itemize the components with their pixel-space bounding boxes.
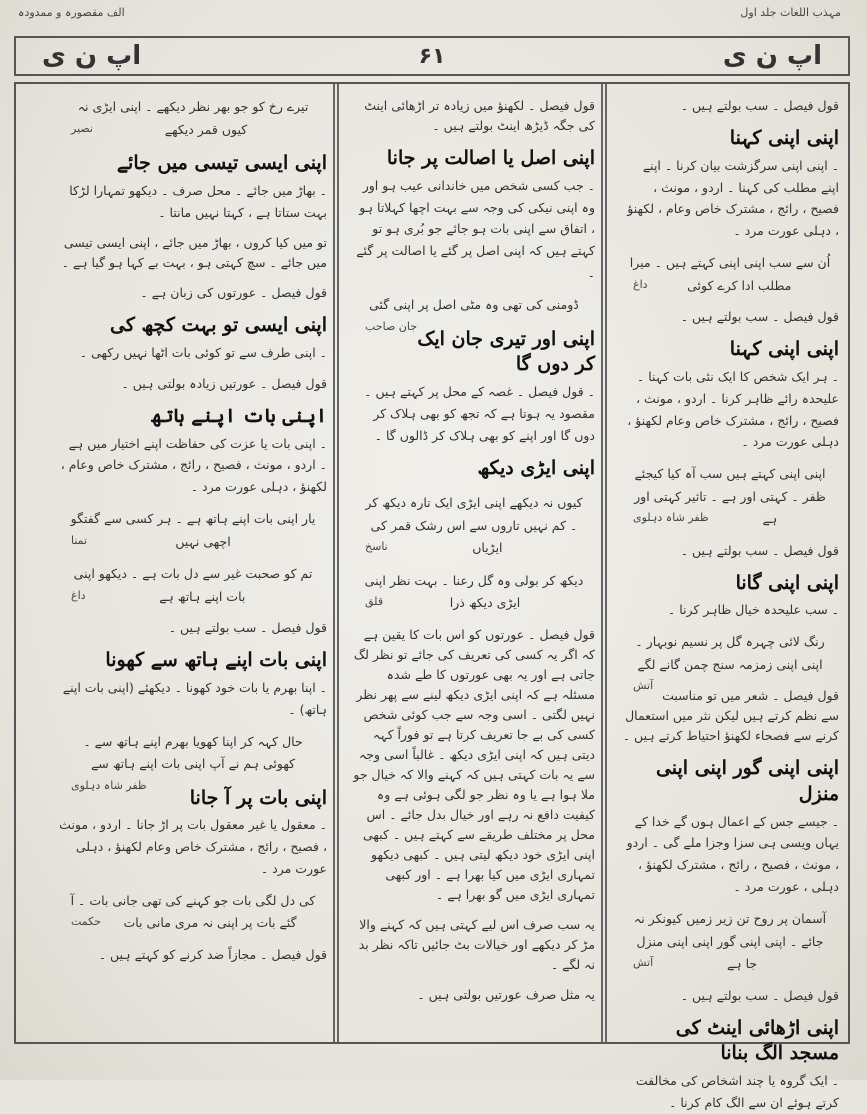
page-header <box>14 36 850 76</box>
dictionary-entry <box>59 283 327 303</box>
dictionary-entry <box>59 890 327 935</box>
dictionary-entry <box>59 404 327 498</box>
dictionary-entry <box>59 233 327 273</box>
entry-note: قول فیصل ۔ سب بولتے ہیں ۔ <box>680 542 839 558</box>
verse-text: تم کو صحبت غیر سے دل بات ہے ۔ دیکھو اپنی بات اپنے ہاتھ ہے <box>73 566 313 604</box>
entry-verse <box>59 96 327 141</box>
entry-definition: ۔ ہر ایک شخص کا ایک نئی بات کہنا ۔ علیحدہ رائے ظاہر کرنا ۔ اردو ، مونث ، فصیح ، رائج ، مشترک خاص وعام لکھنؤ ، دہلی عورت مرد ۔ <box>627 368 839 450</box>
entry-note: قول فیصل ۔ لکھنؤ میں زیادہ تر اڑھائی اینٹ کی جگہ ڈیڑھ اینٹ بولتے ہیں ۔ <box>364 98 595 133</box>
column-divider <box>337 84 339 1042</box>
verse-poet: آتش <box>633 956 654 970</box>
entry-headword: اپنی اپنی کہنا <box>729 127 839 149</box>
dictionary-entry <box>353 625 595 905</box>
section-note: الف مقصورہ و ممدودہ <box>18 6 125 19</box>
entry-note: تو میں کیا کروں ، بھاڑ میں جائے ، اپنی ایسی تیسی میں جائے ۔ سچ کہتی ہو ، بہت بے کہا ہو گیا ہے ۔ <box>61 235 327 271</box>
entry-verse <box>353 570 595 615</box>
entry-verse <box>621 908 839 976</box>
dictionary-entry <box>353 96 595 136</box>
entry-definition: ۔ بھاڑ میں جائے ۔ محل صرف ۔ دیکھو تمہارا لڑکا بہت ستاتا ہے ، کہتا نہیں مانتا ۔ <box>69 182 327 220</box>
entry-definition: ۔ اپنی طرف سے تو کوئی بات اٹھا نہیں رکھی ۔ <box>79 345 327 361</box>
entry-verse <box>621 631 839 693</box>
verse-poet: تمنا <box>71 533 88 547</box>
verse-text: یار اپنی بات اپنے ہاتھ ہے ۔ ہر کسی سے گفتگو اچھی نہیں <box>70 511 316 549</box>
dictionary-entry <box>621 1016 839 1114</box>
verse-text: ڈومنی کی تھی وہ مٹی اصل پر اپنی گئی <box>369 297 579 313</box>
verse-text: کیوں نہ دیکھے اپنی ایڑی ایک تارہ دیکھ کر ۔ کم نہیں تاروں سے اس رشک قمر کی ایڑیاں <box>365 495 583 556</box>
entry-headword: اپنی اپنی گور اپنی اپنی منزل <box>655 757 839 805</box>
entry-headword: اپنی ایسی تو بہت کچھ کی <box>110 314 327 337</box>
entry-definition: ۔ سب علیحدہ خیال ظاہر کرنا ۔ <box>667 602 839 618</box>
entry-headword: اپنی بات اپنے ہاتھ سے کھونا <box>105 649 327 672</box>
verse-text: اپنی اپنی کہتے ہیں سب آہ کیا کیجئے ظفر ۔ کہتی اور ہے ۔ تاثیر کہتی اور ہے <box>634 466 826 527</box>
entry-verse <box>59 563 327 608</box>
entry-verse <box>353 294 595 333</box>
verse-poet: ظفر شاہ دہلوی <box>633 511 709 525</box>
dictionary-entry <box>59 151 327 223</box>
verse-poet: قلق <box>365 595 384 609</box>
dictionary-entry <box>621 252 839 297</box>
dictionary-entry <box>59 313 327 364</box>
dictionary-entry <box>59 648 327 720</box>
entry-note: قول فیصل ۔ عورتوں کو اس بات کا یقین ہے کہ اگر یہ کسی کی تعریف کی جائے تو نظر لگ جاتی ہے اور یہ بھی عورتوں کا طے شدہ مسئلہ ہے کہ اپنی ایڑی دیکھ لینے سے پھر نظر نہیں لگتی ۔ اسی وجہ سے جب کوئی شخص کسی کی بے جا تعریف کرتا ہے تو فوراً کہہ دیتی ہیں کہ اپنی ایڑی دیکھ ۔ غالباً اسی وجہ سے یہ بات کہتی ہیں کہ کہنے والا کہ خیال جو ملا ہوا ہے یا وہ نظر جو لگی ہوئی ہے وہ کیفیت دافع نہ رہے اور خیال بدل جائے ۔ اس محل پر مختلف طریقے سے کہتے ہیں ۔ کبھی اپنی ایڑی خود دیکھ لیتی ہیں ۔ کبھی دیکھو تمہاری ایڑی میں کیا بھرا ہے ۔ اور کبھی تمہاری ایڑی میں گو بھرا ہے ۔ <box>353 626 595 902</box>
entry-headword: اپنی اپنی کہنا <box>729 338 839 361</box>
verse-text: دیکھ کر بولی وہ گل رعنا ۔ بہت نظر اپنی ایڑی دیکھ ذرا <box>364 572 584 611</box>
dictionary-entry <box>353 492 595 560</box>
dictionary-entry <box>621 541 839 561</box>
verse-poet: حکمت <box>71 915 102 929</box>
entry-verse <box>621 463 839 531</box>
dictionary-entry <box>621 463 839 531</box>
dictionary-entry <box>59 786 327 880</box>
entry-headword: اپنی اپنی گانا <box>735 571 839 594</box>
column-divider <box>605 84 607 1042</box>
entry-verse <box>59 508 327 553</box>
entry-definition: ۔ جب کسی شخص میں خاندانی عیب ہو اور وہ اپنی نیکی کی وجہ سے بہت اچھا کہلاتا ہو ، اتفاق سے اپنی بات ہو جائے جو بُری ہو تو کہتے ہیں کہ اپنی اصل پر گئے یا اصالت پر گئے ۔ <box>356 177 595 281</box>
dictionary-entry <box>59 374 327 394</box>
entry-note: قول فیصل ۔ مجازاً ضد کرنے کو کہتے ہیں ۔ <box>98 946 327 962</box>
dictionary-entry <box>621 307 839 327</box>
verse-poet: آتش <box>633 679 654 693</box>
entry-definition: ۔ قول فیصل ۔ غصہ کے محل پر کہتے ہیں ۔ مقصود یہ ہوتا ہے کہ تجھ کو بھی ہلاک کر دوں گا اور اپنے کو بھی ہلاک کر ڈالوں گا ۔ <box>364 383 595 443</box>
dictionary-entry <box>353 915 595 975</box>
verse-text: رنگ لائی چہرہ گل پر نسیم نوبہار ۔ اپنی اپنی زمزمہ سنج چمن گانے لگے <box>635 634 825 672</box>
dictionary-entry <box>621 908 839 976</box>
entry-verse <box>353 492 595 560</box>
verse-poet: داغ <box>71 588 86 602</box>
verse-poet: داغ <box>633 277 648 291</box>
entry-definition: ۔ جیسے جس کے اعمال ہوں گے خدا کے یہاں ویسی ہی سزا وجزا ملے گی ۔ اردو ، مونث ، فصیح ، رائج ، مشترک لکھنؤ ، دہلی ، عورت مرد ۔ <box>626 813 839 895</box>
entry-verse <box>59 890 327 935</box>
entry-note: قول فیصل ۔ سب بولتے ہیں ۔ <box>680 98 839 113</box>
verse-poet: ناسخ <box>365 540 388 554</box>
column-right <box>611 88 849 1110</box>
dictionary-entry <box>621 686 839 746</box>
dictionary-entry <box>59 945 327 965</box>
entry-note: قول فیصل ۔ عورتیں زیادہ بولتی ہیں ۔ <box>121 375 327 391</box>
dictionary-entry <box>621 986 839 1006</box>
entry-note: یہ سب صرف اس لیے کہتی ہیں کہ کہنے والا مڑ کر دیکھے اور خیالات بٹ جائیں تاکہ نظر بد نہ لگے ۔ <box>358 916 595 972</box>
dictionary-entry <box>353 570 595 615</box>
verse-text: تیرے رخ کو جو بھر نظر دیکھے ۔ اپنی ایڑی نہ کیوں قمر دیکھے <box>77 99 309 137</box>
entry-definition: ۔ اپنی اپنی سرگزشت بیان کرنا ۔ اپنے اپنے مطلب کی کہنا ۔ اردو ، مونث ، فصیح ، رائج ، مشترک خاص وعام ، لکھنؤ ، دہلی عورت مرد ۔ <box>627 157 839 239</box>
entry-note: قول فیصل ۔ سب بولتے ہیں ۔ <box>168 620 327 636</box>
column-middle <box>343 88 605 1038</box>
dictionary-entry <box>621 631 839 693</box>
dictionary-entry <box>621 96 839 116</box>
verse-poet: جان صاحب <box>365 319 418 333</box>
dictionary-entry <box>621 337 839 453</box>
dictionary-entry <box>353 146 595 284</box>
entry-note: قول فیصل ۔ عورتوں کی زبان ہے ۔ <box>140 285 327 301</box>
entry-definition: ۔ اپنی بات یا عزت کی حفاظت اپنے اختیار میں ہے ۔ اردو ، مونث ، فصیح ، رائج ، مشترک خاص وعام ، لکھنؤ ، دہلی عورت مرد ۔ <box>60 435 327 495</box>
entry-headword: اپنی ایڑی دیکھ <box>477 457 595 480</box>
entry-headword: اپنی بات اپنے ہاتھ <box>151 404 327 427</box>
entry-verse <box>59 731 327 792</box>
entry-headword: اپنی اصل یا اصالت پر جانا <box>386 147 595 169</box>
page-number: ۶۱ <box>418 43 446 69</box>
dictionary-entry <box>59 618 327 638</box>
entry-headword: اپنی بات پر آ جانا <box>189 786 327 809</box>
entry-headword: اپنی اڑھائی اینٹ کی مسجد الگ بنانا <box>675 1016 839 1065</box>
verse-text: آسمان پر روح تن زیر زمیں کیونکر نہ جائے ۔ اپنی اپنی گور اپنی اپنی منزل جا ہے <box>633 911 827 972</box>
column-left <box>49 88 337 1038</box>
dictionary-entry <box>353 294 595 333</box>
dictionary-entry <box>621 571 839 622</box>
dictionary-entry <box>353 985 595 1005</box>
entry-note: قول فیصل ۔ سب بولتے ہیں ۔ <box>680 987 839 1003</box>
verse-text: کی دل لگی بات جو کہنے کی تھی جانی بات ۔ آ گئے بات پر اپنی نہ مری مانی بات <box>70 892 316 931</box>
dictionary-entry <box>621 126 839 242</box>
entry-note: قول فیصل ۔ شعر میں تو مناسبت سے نظم کرتے ہیں لیکن نثر میں استعمال کرنے سے فصحاء لکھنؤ احتیاط کرتے ہیں ۔ <box>622 688 839 744</box>
header-headword-left: اپ ن ی <box>42 41 142 71</box>
entry-headword: اپنی اور تیری جان ایک کر دوں گا <box>417 327 595 376</box>
verse-poet: نصیر <box>71 121 93 135</box>
dictionary-entry <box>59 731 327 792</box>
dictionary-entry <box>59 508 327 553</box>
dictionary-entry <box>59 563 327 608</box>
entry-note: یہ مثل صرف عورتیں بولتی ہیں ۔ <box>417 986 595 1002</box>
entry-note: قول فیصل ۔ سب بولتے ہیں ۔ <box>680 309 839 325</box>
dictionary-entry <box>353 456 595 482</box>
entry-verse <box>621 252 839 297</box>
entry-headword: اپنی ایسی تیسی میں جائے <box>116 152 327 174</box>
entry-definition: ۔ ایک گروہ یا چند اشخاص کی مخالفت کرتے ہوئے ان سے الگ کام کرنا ۔ <box>635 1072 839 1110</box>
book-title-note: مہذب اللغات جلد اول <box>740 6 841 19</box>
verse-text: اُن سے سب اپنی اپنی کہتے ہیں ۔ میرا مطلب ادا کرے کوئی <box>629 255 831 293</box>
header-headword-right: اپ ن ی <box>722 41 822 71</box>
verse-poet: ظفر شاہ دہلوی <box>71 778 147 792</box>
dictionary-entry <box>59 96 327 141</box>
verse-text: حال کہہ کر اپنا کھویا بھرم اپنے ہاتھ سے ۔ کھوئی ہم نے آپ اپنی بات اپنے ہاتھ سے <box>83 733 303 772</box>
dictionary-entry <box>621 756 839 898</box>
dictionary-entry <box>353 327 595 447</box>
entry-definition: ۔ معقول یا غیر معقول بات پر اڑ جانا ۔ اردو ، مونث ، فصیح ، رائج ، مشترک خاص وعام لکھنؤ ، دہلی عورت مرد ۔ <box>59 817 327 876</box>
entry-definition: ۔ اپنا بھرم یا بات خود کھونا ۔ دیکھئے (اپنی بات اپنے ہاتھ) ۔ <box>62 679 327 717</box>
